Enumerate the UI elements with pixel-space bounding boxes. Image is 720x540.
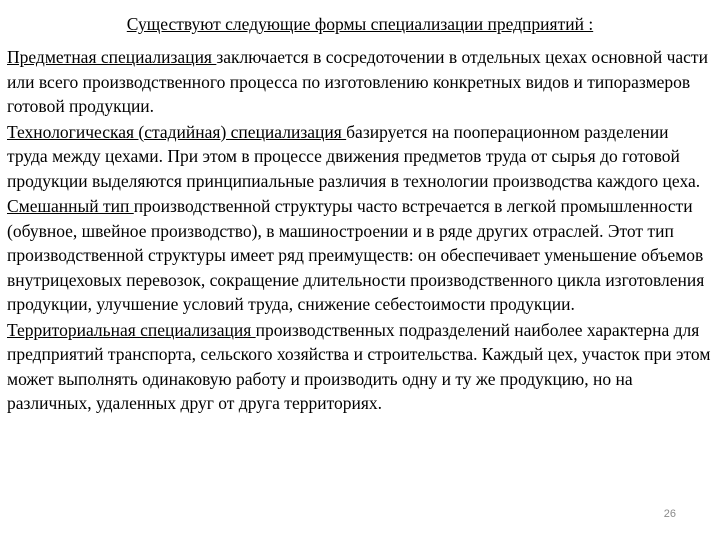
term-subject-specialization: Предметная специализация [7,47,217,67]
paragraph-text: производственных подразделений наиболее характерна для предприятий транспорта, сельского хозяйства и строительства. Каждый цех, участок при этом может выполнять одинаковую работу и производить одну и ту же продукцию, но на различных, удаленных друг от друга территориях. [7,319,711,413]
paragraph-territorial-specialization [7,318,713,416]
term-technological-specialization: Технологическая (стадийная) специализация [7,121,347,142]
term-territorial-specialization: Территориальная специализация [7,319,256,340]
slide-body [7,45,713,416]
slide-title: Существуют следующие формы специализации предприятий : [126,14,594,34]
paragraph-technological-specialization [7,120,713,194]
page-number: 26 [663,508,676,520]
paragraph-subject-specialization [7,45,713,119]
paragraph-mixed-type [7,194,713,317]
paragraph-text: производственной структуры часто встречается в легкой промышленности (обувное, швейное производство), в машиностроении и в ряде других отраслей. Этот тип производственной структуры имеет ряд преимуществ: он обеспечивает уменьшение объемов внутрицеховых перевозок, сокращение длительности производственного цикла изготовления продукции, улучшение условий труда, снижение себестоимости продукции. [7,196,705,314]
term-mixed-type: Смешанный тип [7,196,134,216]
paragraph-text: заключается в сосредоточении в отдельных цехах основной части или всего производственного процесса по изготовлению конкретных видов и типоразмеров готовой продукции. [7,47,708,116]
paragraph-text: базируется на пооперационном разделении труда между цехами. При этом в процессе движения предметов труда от сырья до готовой продукции выделяются принципиальные различия в технологии производства каждого цеха. [7,121,701,191]
